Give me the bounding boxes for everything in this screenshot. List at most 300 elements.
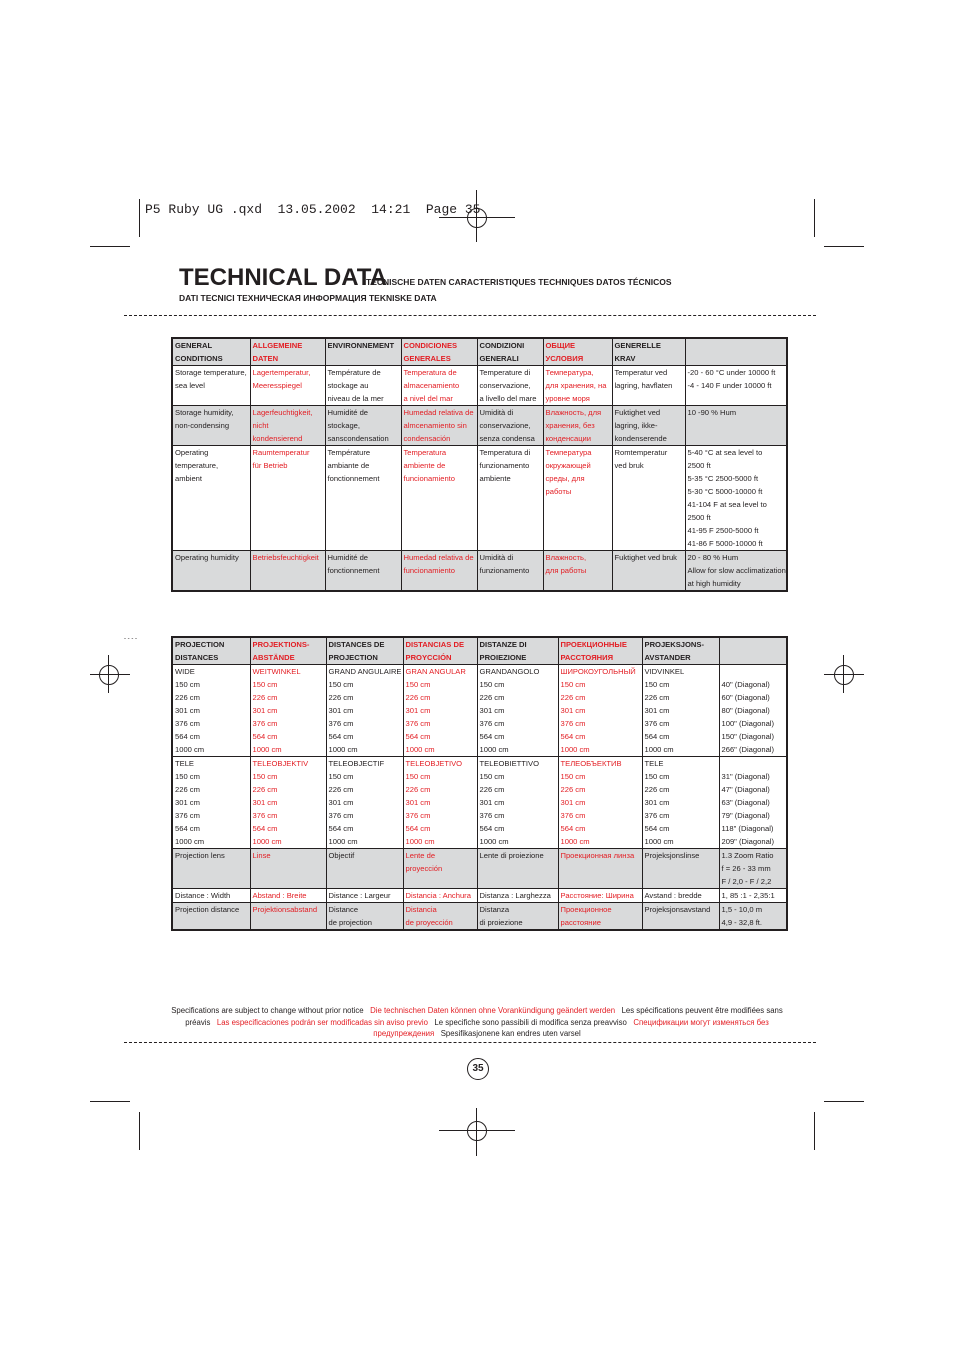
column-header [172, 338, 250, 366]
notice-text: Спецификации могут изменяться без предупреждения [373, 1017, 769, 1038]
table-cell [250, 366, 325, 406]
table-cell [477, 366, 543, 406]
cell-text: 150 cm [560, 680, 586, 689]
cell-text: niveau de la mer [327, 394, 384, 403]
cell-text: nicht [252, 421, 269, 430]
cell-text: 226 cm [560, 693, 586, 702]
cell-text: Lagertemperatur, [252, 368, 311, 377]
table-cell [477, 551, 543, 592]
cell-text: GENERELLE [614, 341, 661, 350]
table-cell [250, 665, 326, 757]
cell-text: 301 cm [405, 798, 431, 807]
cell-text: 1.3 Zoom Ratio [721, 851, 774, 860]
cell-text: de proyección [405, 918, 453, 927]
registration-mark-icon [99, 665, 119, 685]
cell-text: 150 cm [479, 680, 505, 689]
cell-text: 1000 cm [328, 745, 358, 754]
cell-text: DISTANCIAS DE [405, 640, 465, 649]
table-cell [477, 903, 558, 931]
cell-text: Temperatur ved [614, 368, 668, 377]
cell-text: 564 cm [328, 824, 354, 833]
cell-text: GRAND ANGULAIRE [328, 667, 402, 676]
cell-text: 150 cm [328, 680, 354, 689]
cell-text: 226 cm [175, 693, 200, 702]
cell-text: конденсации [545, 434, 592, 443]
table-cell [558, 757, 642, 849]
cell-text: 150 cm [644, 772, 670, 781]
cell-text: 266" (Diagonal) [721, 745, 775, 754]
cell-text: proyección [405, 864, 443, 873]
cell-text: 1000 cm [560, 745, 590, 754]
cell-text: GENERALI [479, 354, 519, 363]
table-cell [172, 903, 250, 931]
cell-text: sanscondensation [327, 434, 389, 443]
column-header [326, 637, 403, 665]
cell-text: 60" (Diagonal) [721, 693, 770, 702]
cell-text: CONDIZIONI [479, 341, 525, 350]
table-cell [401, 446, 477, 551]
table-cell [685, 446, 787, 551]
table-cell [642, 889, 719, 903]
table-cell [325, 366, 401, 406]
cell-text: Projeksjonslinse [644, 851, 700, 860]
cell-text: de projection [328, 918, 372, 927]
table-cell [326, 849, 403, 889]
cell-text [722, 757, 785, 770]
specification-notice [170, 1005, 784, 1040]
table-cell [325, 446, 401, 551]
column-header [401, 338, 477, 366]
cell-text: 564 cm [560, 732, 586, 741]
cell-text: CONDITIONS [175, 354, 223, 363]
cell-text: Meeresspiegel [252, 381, 302, 390]
table-header-row [172, 637, 787, 665]
cell-text: 226 cm [479, 785, 505, 794]
cell-text: 1000 cm [479, 745, 509, 754]
cell-text: 2500 ft [687, 513, 711, 522]
cell-text: 564 cm [479, 824, 505, 833]
cell-text: Distanza [479, 905, 510, 914]
cell-text: 564 cm [405, 824, 431, 833]
table-cell [477, 446, 543, 551]
cell-text: 301 cm [644, 706, 670, 715]
table-cell [543, 366, 612, 406]
cell-text: DISTANCES DE [328, 640, 385, 649]
cell-text: 301 cm [175, 706, 200, 715]
cell-text: Humidité de [327, 408, 369, 417]
cell-text: lagring, havflaten [614, 381, 673, 390]
table-cell [326, 889, 403, 903]
table-row [172, 849, 787, 889]
cell-text: Fuktighet ved bruk [614, 553, 677, 562]
table-cell [403, 849, 477, 889]
table-cell [326, 903, 403, 931]
cell-text: 564 cm [175, 824, 200, 833]
cell-text: Umidità di [479, 553, 514, 562]
table-cell [719, 849, 787, 889]
table-cell [250, 446, 325, 551]
cell-text: 564 cm [252, 732, 278, 741]
cell-text: 150" (Diagonal) [721, 732, 775, 741]
dash-mark: - - - - [124, 636, 137, 642]
table-row [172, 665, 787, 757]
cell-text: 376 cm [560, 811, 586, 820]
cell-text: ambiente [479, 474, 511, 483]
cell-text: ПРОЕКЦИОННЫЕ [560, 640, 627, 649]
cell-text: PROYCCIÓN [405, 653, 452, 662]
cell-text: stockage au [327, 381, 369, 390]
cell-text: fonctionnement [327, 474, 380, 483]
cell-text: 118" (Diagonal) [721, 824, 774, 833]
cell-text: 564 cm [252, 824, 278, 833]
cell-text: Расстояние: Ширина [560, 891, 634, 900]
cell-text: fonctionnement [327, 566, 380, 575]
cell-text: 2500 ft [687, 461, 711, 470]
cell-text: kondensierend [252, 434, 303, 443]
cell-text: Distance : Largeur [328, 891, 391, 900]
cell-text: 1000 cm [644, 837, 674, 846]
cell-text: 1000 cm [405, 745, 435, 754]
cell-text: PROJECTION [328, 653, 378, 662]
cell-text: AVSTANDER [644, 653, 691, 662]
cell-text: Projeksjonsavstand [644, 905, 711, 914]
cell-text: Projection lens [175, 851, 225, 860]
table-cell [250, 889, 326, 903]
cell-text: Fuktighet ved [614, 408, 661, 417]
table-cell [685, 406, 787, 446]
cell-text: 226 cm [175, 785, 200, 794]
cell-text: temperature, [175, 461, 219, 470]
table-header-row [172, 338, 787, 366]
cell-text: F / 2,0 - F / 2,2 [721, 877, 772, 886]
cell-text: kondenserende [614, 434, 667, 443]
cell-text: расстояние [560, 918, 601, 927]
cell-text: GRANDANGOLO [479, 667, 540, 676]
cell-text: Raumtemperatur [252, 448, 310, 457]
cell-text: 40" (Diagonal) [721, 680, 770, 689]
table-cell [642, 757, 719, 849]
column-header [612, 338, 685, 366]
cell-text: ТЕЛЕОБЪЕКТИВ [560, 759, 622, 768]
cell-text: Temperature di [479, 368, 531, 377]
notice-text: Las especificaciones podrán ser modificadas sin aviso previo [216, 1017, 428, 1027]
cell-text: 301 cm [328, 706, 354, 715]
cell-text: работы [545, 487, 572, 496]
cell-text: 376 cm [479, 719, 505, 728]
cell-text: Température [327, 448, 371, 457]
table-cell [477, 757, 558, 849]
cell-text: Romtemperatur [614, 448, 668, 457]
cell-text: 5-30 °C 5000-10000 ft [687, 487, 763, 496]
table-cell [642, 665, 719, 757]
cell-text: non-condensing [175, 421, 230, 430]
cell-text: 150 cm [405, 772, 431, 781]
table-cell [558, 903, 642, 931]
table-cell [477, 406, 543, 446]
cell-text: Distanza : Larghezza [479, 891, 551, 900]
cell-text: conservazione, [479, 421, 531, 430]
column-header [543, 338, 612, 366]
cell-text: 564 cm [405, 732, 431, 741]
cell-text: DATEN [252, 354, 279, 363]
table-cell [719, 903, 787, 931]
cell-text: Проекционное [560, 905, 612, 914]
cell-text: 301 cm [252, 706, 278, 715]
cell-text: 79" (Diagonal) [721, 811, 770, 820]
cell-text: Projektionsabstand [252, 905, 318, 914]
cell-text: ALLGEMEINE [252, 341, 303, 350]
cell-text: Проекционная линза [560, 851, 635, 860]
crop-mark [814, 199, 815, 237]
cell-text: 150 cm [479, 772, 505, 781]
cell-text: GENERALES [403, 354, 451, 363]
cell-text: TELE [644, 759, 664, 768]
table-cell [172, 406, 250, 446]
table-cell [477, 889, 558, 903]
table-cell [558, 889, 642, 903]
cell-text: 150 cm [560, 772, 586, 781]
cell-text: senza condensa [479, 434, 535, 443]
table-row [172, 446, 787, 551]
cell-text: 376 cm [560, 719, 586, 728]
cell-text: ENVIRONNEMENT [327, 341, 395, 350]
cell-text: 226 cm [328, 693, 354, 702]
crop-mark [139, 1112, 140, 1150]
table-cell [326, 665, 403, 757]
cell-text: TELE [175, 759, 194, 768]
cell-text: Operating humidity [175, 553, 239, 562]
cell-text: Temperatura de [403, 368, 457, 377]
table-cell [685, 366, 787, 406]
cell-text: 1000 cm [252, 745, 282, 754]
cell-text: 150 cm [175, 680, 200, 689]
cell-text: 376 cm [644, 811, 670, 820]
cell-text: Storage humidity, [175, 408, 234, 417]
table-row [172, 406, 787, 446]
column-header [325, 338, 401, 366]
cell-text: 301 cm [479, 798, 505, 807]
cell-text: Distancia : Anchura [405, 891, 471, 900]
column-header [719, 637, 787, 665]
cell-text: ved bruk [614, 461, 644, 470]
table-row [172, 551, 787, 592]
cell-text: ambiante de [327, 461, 370, 470]
divider [124, 315, 816, 316]
cell-text: conservazione, [479, 381, 531, 390]
column-header [558, 637, 642, 665]
cell-text: 31" (Diagonal) [721, 772, 770, 781]
cell-text: sea level [175, 381, 205, 390]
registration-mark-icon [834, 665, 854, 685]
cell-text: KRAV [614, 354, 636, 363]
cell-text: 564 cm [644, 824, 670, 833]
table-cell [325, 406, 401, 446]
cell-text: PROJEKTIONS- [252, 640, 310, 649]
cell-text: УСЛОВИЯ [545, 354, 584, 363]
cell-text: 564 cm [175, 732, 200, 741]
table-cell [172, 849, 250, 889]
cell-text: almacenamiento [403, 381, 460, 390]
cell-text: stockage, [327, 421, 361, 430]
cell-text: 41-86 F 5000-10000 ft [687, 539, 763, 548]
table-cell [172, 757, 250, 849]
cell-text: хранения, без [545, 421, 595, 430]
table-cell [250, 757, 326, 849]
table-cell [477, 665, 558, 757]
table-cell [477, 849, 558, 889]
cell-text: Température de [327, 368, 381, 377]
cell-text: TELEOBJETIVO [405, 759, 463, 768]
cell-text: 376 cm [175, 811, 200, 820]
cell-text: 301 cm [175, 798, 200, 807]
cell-text: 150 cm [252, 772, 278, 781]
cell-text: 376 cm [252, 811, 278, 820]
column-header [477, 338, 543, 366]
cell-text: 564 cm [560, 824, 586, 833]
table-cell [403, 757, 477, 849]
print-slug: P5 Ruby UG .qxd 13.05.2002 14:21 Page 35 [145, 202, 481, 217]
table-cell [403, 889, 477, 903]
cell-text: Temperatura di [479, 448, 531, 457]
table-cell [325, 551, 401, 592]
title-translations-line-2: DATI TECNICI ТЕХНИЧЕСКАЯ ИНФОРМАЦИЯ TEKNISKE DATA [179, 293, 437, 303]
table-cell [172, 446, 250, 551]
column-header [250, 338, 325, 366]
table-cell [612, 366, 685, 406]
table-cell [719, 665, 787, 757]
cell-text: funzionamento [479, 566, 530, 575]
table-cell [612, 551, 685, 592]
cell-text: a nivel del mar [403, 394, 453, 403]
cell-text: Температура [545, 448, 592, 457]
table-cell [250, 551, 325, 592]
cell-text: TELEOBJECTIF [328, 759, 385, 768]
cell-text: 1000 cm [328, 837, 358, 846]
cell-text: lagring, ikke- [614, 421, 658, 430]
cell-text: 301 cm [644, 798, 670, 807]
page-title: TECHNICAL DATA [179, 264, 387, 291]
cell-text: 1000 cm [175, 837, 205, 846]
cell-text: DISTANCES [175, 653, 219, 662]
cell-text: 376 cm [328, 811, 354, 820]
cell-text: 564 cm [479, 732, 505, 741]
cell-text: Abstand : Breite [252, 891, 307, 900]
cell-text: Lente di proiezione [479, 851, 544, 860]
cell-text: -4 - 140 F under 10000 ft [687, 381, 772, 390]
cell-text [722, 665, 785, 678]
table-cell [685, 551, 787, 592]
cell-text: WEITWINKEL [252, 667, 301, 676]
crop-mark [824, 246, 864, 247]
cell-text: funcionamiento [403, 474, 456, 483]
column-header [403, 637, 477, 665]
cell-text: 226 cm [405, 785, 431, 794]
cell-text: 564 cm [644, 732, 670, 741]
cell-text: Humedad relativa de [403, 553, 474, 562]
cell-text: TELEOBIETTIVO [479, 759, 539, 768]
table-cell [401, 406, 477, 446]
table-cell [250, 849, 326, 889]
cell-text: 301 cm [479, 706, 505, 715]
cell-text: 1000 cm [252, 837, 282, 846]
cell-text: WIDE [175, 667, 195, 676]
notice-text: Die technischen Daten können ohne Vorankündigung geändert werden [370, 1006, 616, 1015]
notice-text: Le specifiche sono passibili di modifica senza preavviso [434, 1017, 627, 1027]
cell-text: ambiente de [403, 461, 446, 470]
cell-text: уровне моря [545, 394, 590, 403]
cell-text: 1, 85 :1 - 2,35:1 [721, 891, 775, 900]
cell-text: PROJEKSJONS- [644, 640, 705, 649]
cell-text: 564 cm [328, 732, 354, 741]
cell-text: 226 cm [405, 693, 431, 702]
cell-text: 10 -90 % Hum [687, 408, 737, 417]
cell-text: f = 26 - 33 mm [721, 864, 771, 873]
table-cell [719, 889, 787, 903]
cell-text: 226 cm [644, 785, 670, 794]
cell-text: Lente de [405, 851, 436, 860]
column-header [685, 338, 787, 366]
crop-mark [139, 199, 140, 237]
divider [124, 1042, 816, 1043]
cell-text: 226 cm [644, 693, 670, 702]
table-row [172, 366, 787, 406]
table-cell [642, 903, 719, 931]
crop-mark [90, 1101, 130, 1102]
cell-text: Влажность, для [545, 408, 602, 417]
cell-text: 376 cm [405, 719, 431, 728]
cell-text: 150 cm [405, 680, 431, 689]
cell-text: funzionamento [479, 461, 530, 470]
table-cell [543, 551, 612, 592]
cell-text: 226 cm [252, 785, 278, 794]
cell-text: 226 cm [328, 785, 354, 794]
cell-text: 100" (Diagonal) [721, 719, 775, 728]
cell-text: Lagerfeuchtigkeit, [252, 408, 313, 417]
page-number: 35 [467, 1058, 489, 1080]
cell-text: 47" (Diagonal) [721, 785, 770, 794]
cell-text: Umidità di [479, 408, 514, 417]
cell-text: для хранения, на [545, 381, 607, 390]
cell-text: Humedad relativa de [403, 408, 474, 417]
cell-text: 5-40 °C at sea level to [687, 448, 763, 457]
cell-text: 4,9 - 32,8 ft. [721, 918, 763, 927]
cell-text: Objectif [328, 851, 355, 860]
table-cell [172, 551, 250, 592]
cell-text: 376 cm [479, 811, 505, 820]
cell-text: 376 cm [405, 811, 431, 820]
cell-text: TELEOBJEKTIV [252, 759, 309, 768]
cell-text: ШИРОКОУГОЛЬНЫЙ [560, 667, 636, 676]
cell-text: 1000 cm [175, 745, 205, 754]
cell-text: Distancia [405, 905, 437, 914]
cell-text: Operating [175, 448, 209, 457]
table-cell [719, 757, 787, 849]
crop-mark [90, 246, 130, 247]
cell-text: 1000 cm [560, 837, 590, 846]
crop-mark [824, 1101, 864, 1102]
column-header [172, 637, 250, 665]
cell-text: 301 cm [328, 798, 354, 807]
cell-text: Linse [252, 851, 271, 860]
cell-text: 226 cm [560, 785, 586, 794]
cell-text: ABSTÄNDE [252, 653, 295, 662]
table-cell [543, 406, 612, 446]
notice-text: Specifications are subject to change without prior notice [171, 1006, 364, 1015]
cell-text: 63" (Diagonal) [721, 798, 770, 807]
table-cell [612, 446, 685, 551]
cell-text: Allow for slow acclimatization [687, 566, 786, 575]
cell-text: VIDVINKEL [644, 667, 685, 676]
